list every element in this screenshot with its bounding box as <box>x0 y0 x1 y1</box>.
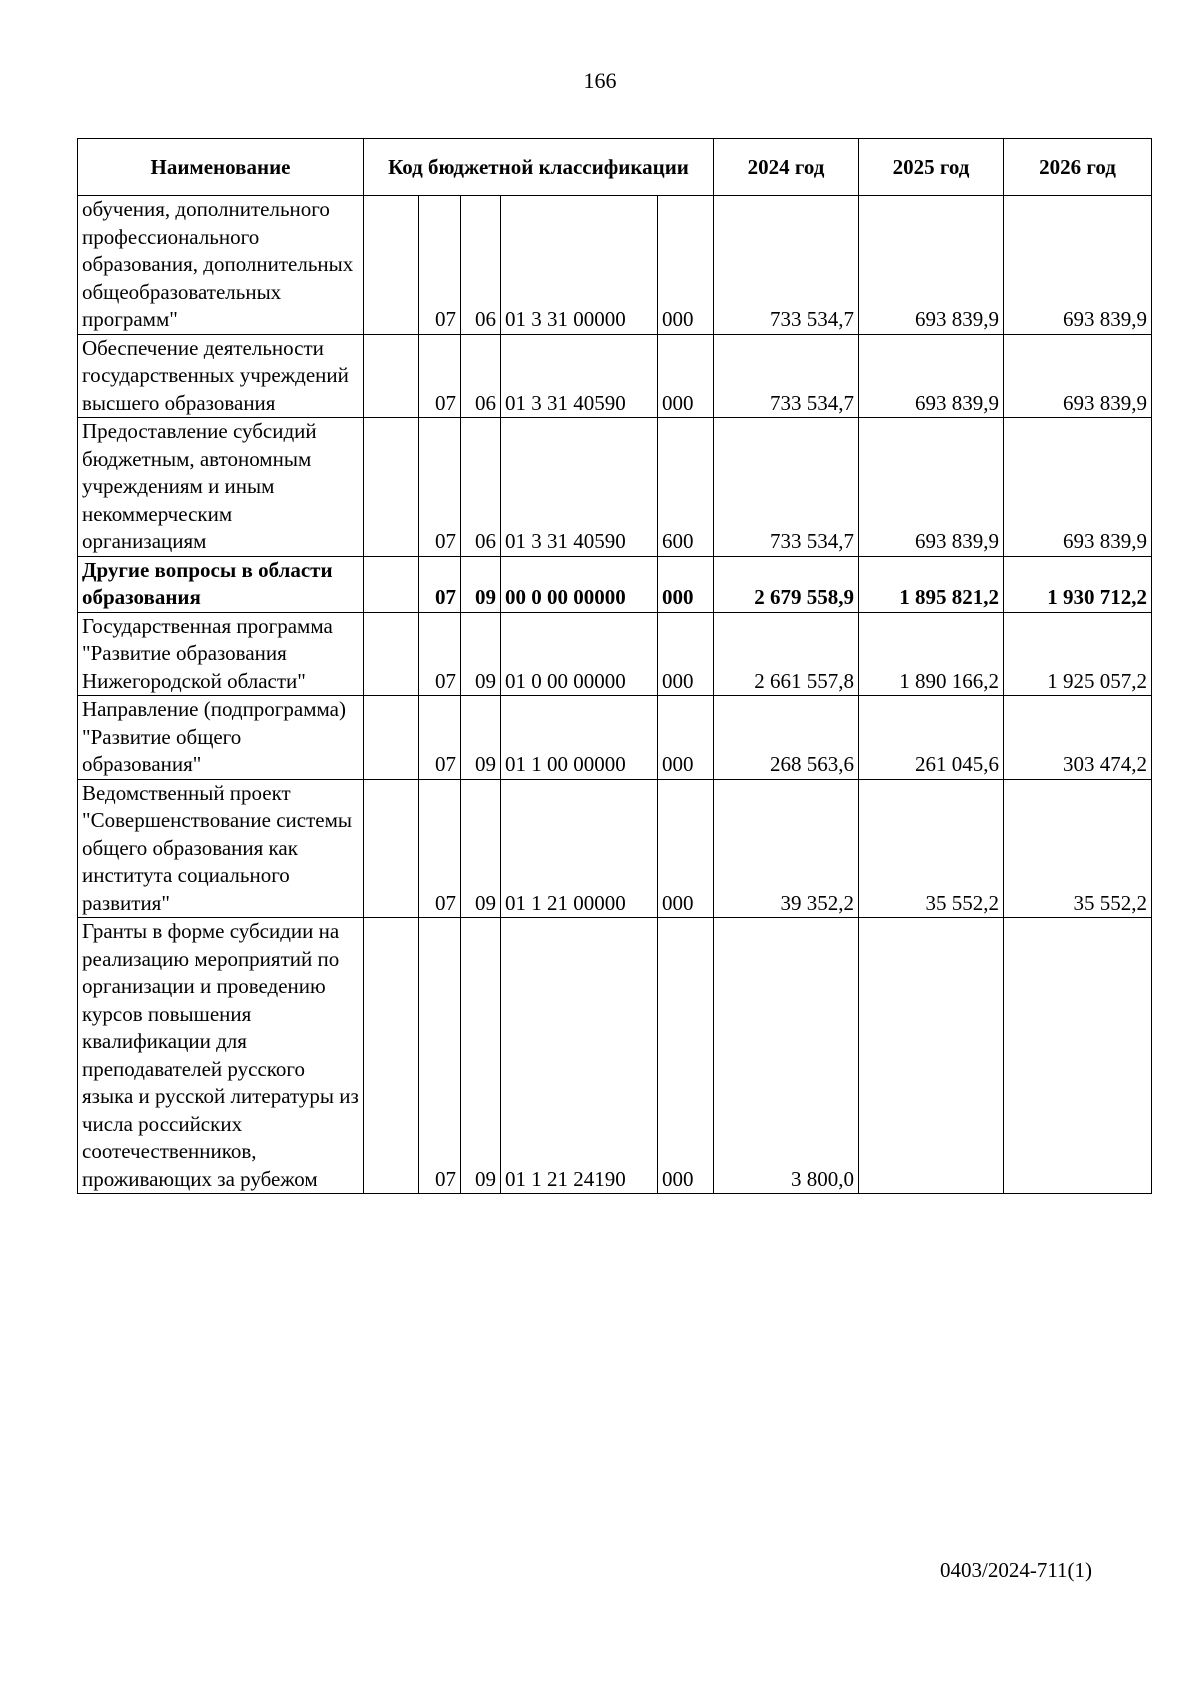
section-code: 07 <box>419 612 461 696</box>
empty-cell <box>364 696 419 780</box>
value-2025: 693 839,9 <box>859 196 1004 335</box>
value-2024: 733 534,7 <box>714 196 859 335</box>
expense-type-code: 000 <box>658 779 714 918</box>
value-2025 <box>859 918 1004 1194</box>
budget-table <box>77 138 1152 1194</box>
section-code: 07 <box>419 196 461 335</box>
row-name: Обеспечение деятельности государственных учреждений высшего образования <box>78 334 364 418</box>
section-code: 07 <box>419 779 461 918</box>
value-2024: 733 534,7 <box>714 418 859 557</box>
value-2026: 693 839,9 <box>1004 196 1152 335</box>
expense-type-code: 600 <box>658 418 714 557</box>
target-article-code: 01 3 31 40590 <box>501 418 658 557</box>
empty-cell <box>364 612 419 696</box>
header-name: Наименование <box>78 139 364 196</box>
value-2024: 2 679 558,9 <box>714 556 859 612</box>
value-2024: 3 800,0 <box>714 918 859 1194</box>
value-2026: 693 839,9 <box>1004 334 1152 418</box>
target-article-code: 01 3 31 00000 <box>501 196 658 335</box>
section-code: 07 <box>419 696 461 780</box>
row-name: обучения, дополнительного профессионального образования, дополнительных общеобразовательных программ" <box>78 196 364 335</box>
target-article-code: 01 1 00 00000 <box>501 696 658 780</box>
header-2025: 2025 год <box>859 139 1004 196</box>
table-row <box>78 918 1152 1194</box>
target-article-code: 01 0 00 00000 <box>501 612 658 696</box>
subsection-code: 06 <box>461 196 501 335</box>
target-article-code: 01 3 31 40590 <box>501 334 658 418</box>
value-2026: 35 552,2 <box>1004 779 1152 918</box>
value-2026: 1 930 712,2 <box>1004 556 1152 612</box>
empty-cell <box>364 418 419 557</box>
target-article-code: 00 0 00 00000 <box>501 556 658 612</box>
row-name: Другие вопросы в области образования <box>78 556 364 612</box>
table-row <box>78 612 1152 696</box>
value-2024: 39 352,2 <box>714 779 859 918</box>
value-2025: 261 045,6 <box>859 696 1004 780</box>
table-row <box>78 556 1152 612</box>
expense-type-code: 000 <box>658 556 714 612</box>
header-2026: 2026 год <box>1004 139 1152 196</box>
table-row <box>78 196 1152 335</box>
empty-cell <box>364 556 419 612</box>
table-row <box>78 334 1152 418</box>
table-row <box>78 779 1152 918</box>
subsection-code: 09 <box>461 556 501 612</box>
value-2026: 693 839,9 <box>1004 418 1152 557</box>
target-article-code: 01 1 21 24190 <box>501 918 658 1194</box>
expense-type-code: 000 <box>658 612 714 696</box>
value-2025: 1 890 166,2 <box>859 612 1004 696</box>
section-code: 07 <box>419 418 461 557</box>
row-name: Гранты в форме субсидии на реализацию мероприятий по организации и проведению курсов повышения квалификации для преподавателей русского языка и русской литературы из числа российских соотечественников, проживающих за рубежом <box>78 918 364 1194</box>
table-row <box>78 418 1152 557</box>
value-2025: 35 552,2 <box>859 779 1004 918</box>
subsection-code: 09 <box>461 612 501 696</box>
page-number: 166 <box>583 68 617 93</box>
subsection-code: 09 <box>461 696 501 780</box>
value-2026 <box>1004 918 1152 1194</box>
row-name: Ведомственный проект "Совершенствование системы общего образования как института социального развития" <box>78 779 364 918</box>
subsection-code: 06 <box>461 334 501 418</box>
section-code: 07 <box>419 334 461 418</box>
subsection-code: 09 <box>461 779 501 918</box>
expense-type-code: 000 <box>658 334 714 418</box>
row-name: Предоставление субсидий бюджетным, автономным учреждениям и иным некоммерческим организациям <box>78 418 364 557</box>
value-2024: 268 563,6 <box>714 696 859 780</box>
value-2024: 733 534,7 <box>714 334 859 418</box>
value-2026: 303 474,2 <box>1004 696 1152 780</box>
row-name: Государственная программа "Развитие образования Нижегородской области" <box>78 612 364 696</box>
header-code: Код бюджетной классификации <box>364 139 714 196</box>
table-header-row <box>78 139 1152 196</box>
target-article-code: 01 1 21 00000 <box>501 779 658 918</box>
value-2026: 1 925 057,2 <box>1004 612 1152 696</box>
value-2024: 2 661 557,8 <box>714 612 859 696</box>
subsection-code: 09 <box>461 918 501 1194</box>
empty-cell <box>364 196 419 335</box>
document-code: 0403/2024-711(1) <box>940 1558 1093 1582</box>
subsection-code: 06 <box>461 418 501 557</box>
expense-type-code: 000 <box>658 696 714 780</box>
table-row <box>78 696 1152 780</box>
value-2025: 1 895 821,2 <box>859 556 1004 612</box>
section-code: 07 <box>419 918 461 1194</box>
empty-cell <box>364 918 419 1194</box>
expense-type-code: 000 <box>658 196 714 335</box>
empty-cell <box>364 334 419 418</box>
value-2025: 693 839,9 <box>859 418 1004 557</box>
empty-cell <box>364 779 419 918</box>
row-name: Направление (подпрограмма) "Развитие общего образования" <box>78 696 364 780</box>
value-2025: 693 839,9 <box>859 334 1004 418</box>
section-code: 07 <box>419 556 461 612</box>
expense-type-code: 000 <box>658 918 714 1194</box>
header-2024: 2024 год <box>714 139 859 196</box>
